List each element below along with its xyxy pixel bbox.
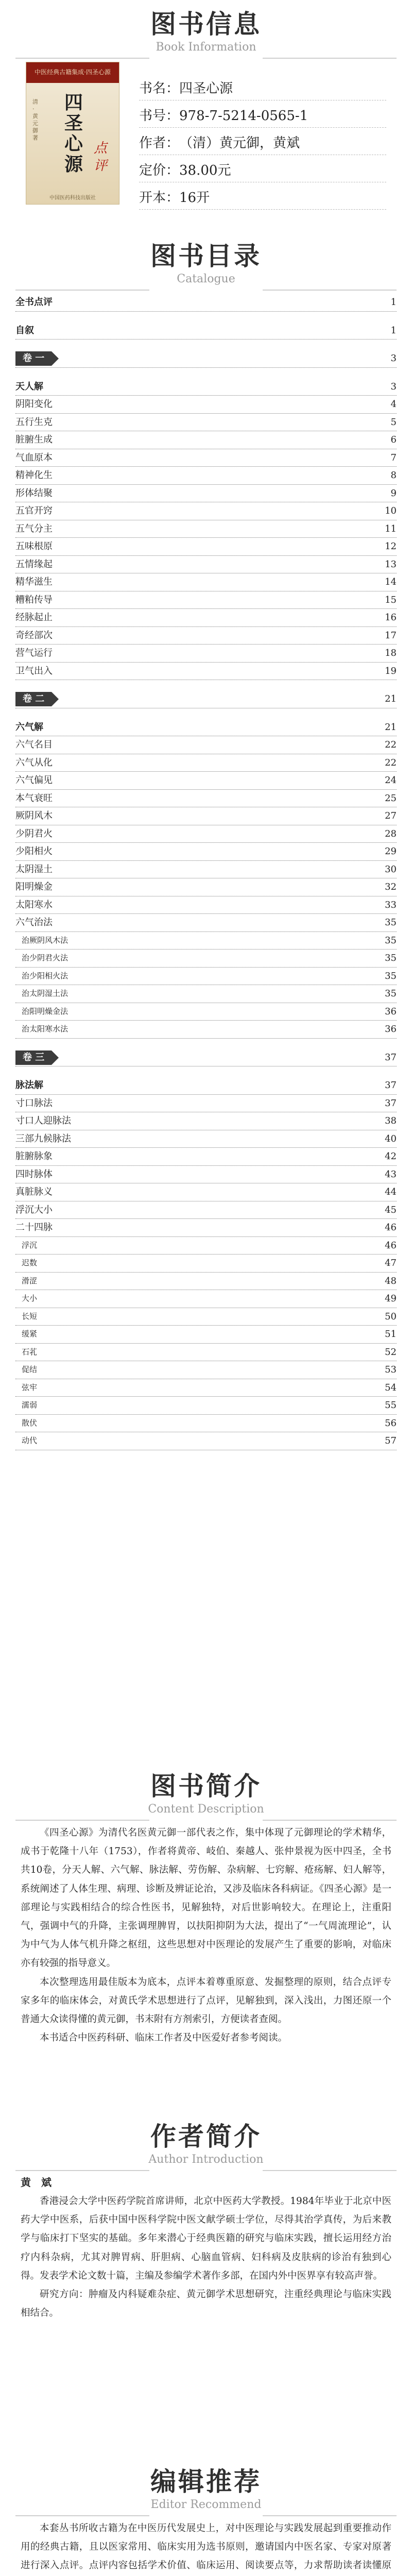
toc-entry-title: 治厥阴风木法 — [22, 932, 71, 950]
toc-entry-title: 阳明燥金 — [15, 878, 56, 896]
toc-entry-title: 濡弱 — [22, 1397, 40, 1414]
toc-entry-title: 浮沉大小 — [15, 1201, 56, 1219]
divider — [263, 58, 397, 59]
toc-entry[interactable] — [15, 627, 397, 645]
divider — [15, 2515, 149, 2516]
book-info-title: 图书信息 — [150, 9, 262, 39]
recommend-title: 编辑推荐 — [150, 2467, 262, 2497]
toc-entry-page: 13 — [382, 556, 397, 573]
toc-entry[interactable] — [15, 467, 397, 485]
toc-entry-page: 57 — [382, 1432, 397, 1450]
toc-entry-title: 形体结聚 — [15, 485, 56, 502]
toc-entry-page: 36 — [382, 1003, 397, 1021]
toc-entry-page: 36 — [382, 1021, 397, 1038]
divider — [15, 290, 149, 291]
toc-entry-page: 40 — [382, 1130, 397, 1148]
toc-entry-title: 经脉起止 — [15, 609, 56, 626]
cover-publisher: 中国医药科技出版社 — [49, 195, 96, 201]
toc-entry[interactable] — [15, 1237, 397, 1255]
intro-body — [21, 1824, 391, 2047]
toc-entry-title: 全书点评 — [15, 294, 56, 311]
author-body — [21, 2174, 391, 2323]
toc-entry-title: 寸口脉法 — [15, 1095, 56, 1112]
toc-entry-title: 卷 一 — [15, 351, 52, 366]
toc-entry-title: 营气运行 — [15, 645, 56, 662]
toc-entry-page: 22 — [382, 736, 397, 754]
toc-entry[interactable] — [15, 1021, 397, 1039]
toc-entry-page: 42 — [382, 1148, 397, 1165]
toc-entry[interactable] — [15, 414, 397, 432]
toc-entry[interactable] — [15, 645, 397, 663]
toc-entry-title: 太阴湿土 — [15, 861, 56, 878]
toc-entry-page: 4 — [388, 396, 397, 413]
toc-entry-page: 46 — [382, 1237, 397, 1255]
intro-paragraph: 《四圣心源》为清代名医黄元御一部代表之作，集中体现了元御理论的学术精华，成书于乾隆十八年（1753），作者将黄帝、岐伯、秦越人、张仲景视为医中四圣，全书共10卷，分天人解、六气解、脉法解、劳伤解、杂病解、七窍解、疮疡解、妇人解等，系统阐述了人体生理、病理、诊断及辨证论治，又涉及临床各科病证。《四圣心源》是一部理论与实践相结合的综合性医书，见解独特，对后世影响较大。在理论上，注重阳气，强调中气的升降，主张调理脾胃，以扶阳抑阴为大法，提出了“一气周流理论”，认为中气为人体气机升降之枢纽，这些思想对中医理论的发展产生了重要的影响，对临床亦有较强的指导意义。 — [21, 1827, 391, 1969]
toc-entry[interactable] — [15, 790, 397, 808]
toc-entry-title: 脏腑生成 — [15, 431, 56, 449]
book-info-row — [139, 105, 386, 128]
book-info-row — [139, 132, 386, 155]
book-info-label: 书名： — [139, 81, 180, 96]
toc-volume[interactable] — [15, 690, 397, 708]
toc-entry[interactable] — [15, 896, 397, 914]
toc-entry[interactable] — [15, 1148, 397, 1166]
book-info-value: 四圣心源 — [179, 81, 233, 96]
divider — [15, 58, 149, 59]
toc-entry-title: 厥阴风木 — [15, 807, 56, 825]
toc-entry-page: 38 — [382, 1112, 397, 1130]
author-name: 黄 斌 — [21, 2176, 52, 2189]
divider — [15, 1820, 149, 1821]
toc-entry-page: 7 — [388, 449, 397, 467]
recommend-header — [0, 2468, 412, 2511]
toc-entry-title: 五行生克 — [15, 414, 56, 431]
toc-entry-page: 37 — [382, 1077, 397, 1094]
cover-side-text: 清·黄元御 著 — [32, 98, 38, 141]
book-info-value: 38.00元 — [179, 163, 231, 178]
toc-entry-page: 24 — [382, 772, 397, 789]
toc-entry-title: 治太阴湿土法 — [22, 985, 71, 1003]
toc-gap — [15, 340, 397, 350]
toc-entry[interactable] — [15, 663, 397, 681]
intro-paragraph: 本次整理选用最佳版本为底本，点评本着尊重原意、发掘整理的原则，结合点评专家多年的临床体会，对黄氏学术思想进行了点评，见解独到，深入浅出，力图还原一个普通大众读得懂的黄元御，书末附有方剂索引，方便读者查阅。 — [21, 1976, 391, 2025]
toc-entry-title: 大小 — [22, 1290, 40, 1308]
toc-entry-title: 弦牢 — [22, 1379, 40, 1397]
toc-entry-title: 五气分主 — [15, 520, 56, 538]
book-info-list — [139, 77, 386, 214]
toc-entry-page: 37 — [382, 1095, 397, 1112]
toc-entry-title: 六气名目 — [15, 736, 56, 754]
cover-seal: 点评 — [93, 141, 107, 174]
cover-title: 四圣心源 — [64, 92, 83, 175]
toc-entry-page: 35 — [382, 932, 397, 950]
toc-entry-page: 11 — [382, 520, 397, 538]
toc-entry[interactable] — [15, 502, 397, 520]
toc-entry[interactable] — [15, 1077, 397, 1095]
toc-entry-page: 49 — [382, 1290, 397, 1308]
toc-entry-title: 卫气出入 — [15, 663, 56, 680]
book-info-header — [0, 10, 412, 54]
toc-entry[interactable] — [15, 1166, 397, 1184]
toc-entry[interactable] — [15, 878, 397, 896]
toc-entry-page: 17 — [382, 627, 397, 645]
toc-entry[interactable] — [15, 968, 397, 986]
toc-entry-page: 33 — [382, 896, 397, 914]
toc-entry-page: 15 — [382, 591, 397, 609]
toc-entry[interactable] — [15, 1344, 397, 1362]
toc-entry-page: 28 — [382, 825, 397, 843]
toc-entry[interactable] — [15, 322, 397, 340]
divider — [263, 1820, 397, 1821]
toc-entry[interactable] — [15, 396, 397, 414]
toc-entry[interactable] — [15, 556, 397, 574]
toc-entry-title: 五官开窍 — [15, 502, 56, 520]
toc-entry[interactable] — [15, 825, 397, 843]
toc-entry-title: 自叙 — [15, 322, 37, 340]
book-info-row — [139, 159, 386, 182]
toc-gap — [15, 680, 397, 690]
toc-entry-title: 动代 — [22, 1432, 40, 1450]
divider — [15, 2170, 149, 2171]
toc-entry-page: 35 — [382, 968, 397, 985]
toc-entry[interactable] — [15, 861, 397, 879]
toc-entry-title: 缓紧 — [22, 1326, 40, 1343]
toc-entry[interactable] — [15, 573, 397, 591]
toc-entry[interactable] — [15, 520, 397, 538]
toc-entry-title: 精华滋生 — [15, 573, 56, 591]
book-info — [21, 62, 391, 211]
author-header — [0, 2123, 412, 2166]
toc-entry[interactable] — [15, 1112, 397, 1130]
toc-entry-page: 48 — [382, 1273, 397, 1290]
toc-entry-page: 37 — [382, 1049, 397, 1066]
toc-entry[interactable] — [15, 843, 397, 861]
toc-entry-title: 浮沉 — [22, 1237, 40, 1255]
author-subtitle: Author Introduction — [148, 2153, 264, 2166]
toc-header — [0, 242, 412, 285]
toc-entry-page: 46 — [382, 1219, 397, 1236]
toc-entry-page: 44 — [382, 1183, 397, 1201]
toc-entry-page: 50 — [382, 1308, 397, 1326]
toc-entry-title: 散伏 — [22, 1415, 40, 1432]
toc-volume[interactable] — [15, 350, 397, 368]
toc-entry[interactable] — [15, 1130, 397, 1148]
toc-entry[interactable] — [15, 1290, 397, 1308]
toc-entry-title: 奇经部次 — [15, 627, 56, 645]
toc-entry-page: 51 — [382, 1326, 397, 1343]
toc-entry-title: 糟粕传导 — [15, 591, 56, 609]
toc-entry-title: 三部九候脉法 — [15, 1130, 74, 1148]
toc-entry-title: 长短 — [22, 1308, 40, 1326]
toc-entry[interactable] — [15, 1361, 397, 1379]
book-info-value: 16开 — [179, 190, 210, 206]
toc-entry[interactable] — [15, 950, 397, 968]
book-info-row — [139, 77, 386, 100]
toc-entry-page: 3 — [388, 350, 397, 367]
intro-paragraph: 本书适合中医药科研、临床工作者及中医爱好者参考阅读。 — [40, 2032, 288, 2044]
toc-entry-page: 55 — [382, 1397, 397, 1414]
toc-entry-page: 29 — [382, 843, 397, 860]
toc-entry-page: 35 — [382, 914, 397, 931]
divider — [263, 2515, 397, 2516]
toc-entry-title: 脏腑脉象 — [15, 1148, 56, 1165]
toc-entry[interactable] — [15, 1326, 397, 1344]
recommend-subtitle: Editor Recommend — [150, 2498, 262, 2511]
toc-entry[interactable] — [15, 1308, 397, 1326]
toc-entry-title: 寸口人迎脉法 — [15, 1112, 74, 1130]
book-info-label: 定价： — [139, 163, 180, 178]
toc-entry-page: 5 — [388, 414, 397, 431]
recommend-body — [21, 2519, 391, 2576]
toc-entry[interactable] — [15, 1397, 397, 1415]
toc-entry[interactable] — [15, 485, 397, 503]
toc-entry-page: 47 — [382, 1255, 397, 1272]
toc-entry-title: 二十四脉 — [15, 1219, 56, 1236]
toc-entry-title: 治少阴君火法 — [22, 950, 71, 967]
toc-entry-title: 阴阳变化 — [15, 396, 56, 413]
toc-gap — [15, 1039, 397, 1049]
toc-entry-title: 四时脉体 — [15, 1166, 56, 1183]
toc-entry-title: 滑涩 — [22, 1273, 40, 1290]
toc-entry-page: 19 — [382, 663, 397, 680]
toc-entry-page: 53 — [382, 1361, 397, 1379]
toc-entry-title: 六气治法 — [15, 914, 56, 931]
toc-entry-page: 35 — [382, 985, 397, 1003]
toc-entry-page: 45 — [382, 1201, 397, 1219]
toc-entry[interactable] — [15, 914, 397, 932]
toc-entry-title: 太阳寒水 — [15, 896, 56, 914]
toc-entry-page: 43 — [382, 1166, 397, 1183]
toc-entry-title: 五味根原 — [15, 538, 56, 555]
intro-subtitle: Content Description — [148, 1803, 264, 1816]
intro-header — [0, 1772, 412, 1816]
toc-entry-title: 天人解 — [15, 378, 46, 396]
book-info-value: （清）黄元御，黄斌 — [179, 135, 300, 151]
toc-entry-page: 21 — [382, 690, 397, 708]
toc-entry-title: 脉法解 — [15, 1077, 46, 1094]
toc-entry-page: 3 — [388, 378, 397, 396]
toc-entry[interactable] — [15, 1183, 397, 1201]
book-info-row — [139, 187, 386, 210]
toc-entry-title: 六气解 — [15, 719, 46, 736]
toc-entry[interactable] — [15, 378, 397, 396]
toc-entry-page: 35 — [382, 950, 397, 967]
toc-entry-page: 18 — [382, 645, 397, 662]
toc-entry-title: 石芤 — [22, 1344, 40, 1361]
toc-entry-page: 52 — [382, 1344, 397, 1361]
toc-entry-page: 56 — [382, 1415, 397, 1432]
toc-entry-title: 促结 — [22, 1361, 40, 1379]
toc-entry-page: 16 — [382, 609, 397, 626]
toc-entry[interactable] — [15, 772, 397, 790]
book-info-label: 开本： — [139, 190, 180, 206]
toc-entry[interactable] — [15, 736, 397, 754]
toc-entry[interactable] — [15, 1415, 397, 1433]
toc-gap — [15, 1066, 397, 1077]
toc-gap — [15, 708, 397, 719]
toc-entry-page: 30 — [382, 861, 397, 878]
toc-entry[interactable] — [15, 1003, 397, 1021]
toc-entry-title: 本气衰旺 — [15, 790, 56, 807]
toc-entry-title: 治少阳相火法 — [22, 968, 71, 985]
book-info-label: 作者： — [139, 135, 180, 151]
toc-list — [15, 294, 397, 1450]
intro-title: 图书简介 — [150, 1771, 262, 1801]
author-title: 作者简介 — [150, 2122, 262, 2151]
toc-entry[interactable] — [15, 431, 397, 449]
toc-entry[interactable] — [15, 1095, 397, 1113]
toc-entry[interactable] — [15, 294, 397, 312]
toc-entry[interactable] — [15, 609, 397, 627]
toc-entry-title: 少阳相火 — [15, 843, 56, 860]
toc-entry-title: 气血原本 — [15, 449, 56, 467]
toc-entry-title: 卷 二 — [15, 692, 52, 706]
toc-entry-page: 8 — [388, 467, 397, 484]
toc-entry[interactable] — [15, 1201, 397, 1219]
toc-entry[interactable] — [15, 538, 397, 556]
toc-entry[interactable] — [15, 449, 397, 467]
author-paragraph: 香港浸会大学中医药学院首席讲师，北京中医药大学教授。1984年毕业于北京中医药大学中医系，后获中国中医科学院中医文献学硕士学位，尽得其治学真传，为后来教学与临床打下坚实的基础。多年来潜心于经典医籍的研究与临床实践，擅长运用经方治疗内科杂病，尤其对脾胃病、肝胆病、心脑血管病、妇科病及皮肤病的诊治有独到心得。发表学术论文数十篇，主编及参编学术著作多部，在国内外中医界享有较高声誉。 — [21, 2196, 391, 2281]
toc-entry-title: 五情缘起 — [15, 556, 56, 573]
book-info-value: 978-7-5214-0565-1 — [179, 108, 308, 124]
toc-entry[interactable] — [15, 932, 397, 950]
toc-title: 图书目录 — [150, 241, 262, 271]
toc-entry[interactable] — [15, 719, 397, 737]
toc-entry-page: 6 — [388, 431, 397, 449]
author-paragraph: 研究方向：肿瘤及内科疑难杂症、黄元御学术思想研究，注重经典理论与临床实践相结合。 — [21, 2289, 391, 2319]
toc-entry-title: 少阴君火 — [15, 825, 56, 843]
toc-entry-page: 32 — [382, 878, 397, 896]
toc-entry-page: 1 — [388, 322, 397, 340]
toc-gap — [15, 312, 397, 322]
toc-entry[interactable] — [15, 807, 397, 825]
toc-entry[interactable] — [15, 1255, 397, 1273]
toc-entry[interactable] — [15, 1432, 397, 1450]
toc-subtitle: Catalogue — [177, 273, 235, 285]
toc-entry-page: 14 — [382, 573, 397, 591]
book-info-label: 书号： — [139, 108, 180, 124]
toc-entry[interactable] — [15, 1379, 397, 1397]
toc-entry[interactable] — [15, 754, 397, 772]
toc-entry[interactable] — [15, 1219, 397, 1237]
toc-entry-page: 22 — [382, 754, 397, 772]
book-cover[interactable] — [26, 62, 119, 205]
toc-entry-title: 迟数 — [22, 1255, 40, 1272]
toc-volume[interactable] — [15, 1049, 397, 1067]
toc-entry[interactable] — [15, 591, 397, 609]
toc-entry-page: 54 — [382, 1379, 397, 1397]
toc-entry-title: 六气偏见 — [15, 772, 56, 789]
toc-entry-page: 9 — [388, 485, 397, 502]
toc-entry-title: 治太阳寒水法 — [22, 1021, 71, 1038]
toc-entry-page: 12 — [382, 538, 397, 555]
toc-entry-page: 21 — [382, 719, 397, 736]
toc-entry-page: 10 — [382, 502, 397, 520]
toc-entry-page: 27 — [382, 807, 397, 825]
divider — [263, 290, 397, 291]
toc-entry-title: 治阳明燥金法 — [22, 1003, 71, 1021]
toc-entry[interactable] — [15, 985, 397, 1003]
recommend-paragraph: 本套丛书所收古籍为在中医历代发展史上，对中医理论与实践发展起到重要推动作用的经典古籍，且以医家常用、临床实用为选书原则，邀请国内中医名家、专家对原著进行深入点评。点评内容包括学术价值、临床运用、阅读要点等，力求帮助读者读懂原 — [21, 2523, 391, 2571]
toc-entry[interactable] — [15, 1273, 397, 1291]
toc-entry-page: 1 — [388, 294, 397, 311]
toc-entry-page: 25 — [382, 790, 397, 807]
toc-entry-title: 卷 三 — [15, 1050, 52, 1065]
cover-band-text: 中医经典古籍集成·四圣心源 — [35, 69, 111, 76]
toc-entry-title: 六气从化 — [15, 754, 56, 772]
toc-entry-title: 真脏脉义 — [15, 1183, 56, 1201]
book-info-subtitle: Book Information — [156, 41, 256, 54]
toc-entry-title: 精神化生 — [15, 467, 56, 484]
toc-gap — [15, 368, 397, 378]
divider — [263, 2170, 397, 2171]
